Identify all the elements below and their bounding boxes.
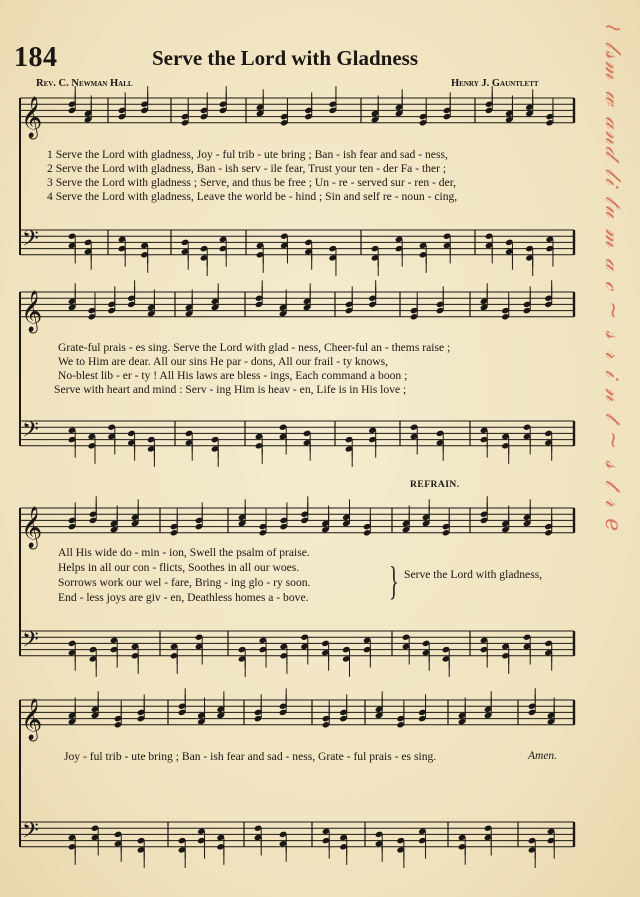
verse-2-line-3: Helps in all our con - flicts, Soothes in all our woes. bbox=[58, 561, 300, 574]
refrain-label: REFRAIN. bbox=[410, 480, 460, 490]
treble-clef: 𝄞 bbox=[21, 506, 43, 548]
verse-1-line-1: 1 Serve the Lord with gladness, Joy - ful trib - ute bring ; Ban - ish fear and sad - ness, bbox=[47, 148, 448, 161]
refrain-line-2: Joy - ful trib - ute bring ; Ban - ish fear and sad - ness, Grate - ful prais - es sing. bbox=[64, 750, 437, 763]
treble-clef: 𝄞 bbox=[21, 290, 43, 332]
handwritten-margin-note: ≀ 𝓁𝓈𝓂 𝓌 𝒶𝓃𝒹 𝓁𝒾 𝓉𝓊 𝓂 𝒶 𝒸 ~ 𝓈 𝓇 𝒾 𝓃 𝓉 ~ 𝓈 𝓉 𝓇 𝑒 bbox=[600, 22, 625, 534]
clefs bbox=[21, 96, 42, 849]
hymn-number: 184 bbox=[14, 42, 58, 73]
staff-lines bbox=[20, 98, 574, 847]
verse-3-line-3: Sorrows work our wel - fare, Bring - ing glo - ry soon. bbox=[58, 576, 311, 589]
bass-clef: 𝄢 bbox=[22, 818, 39, 849]
verse-3-line-2: No-blest lib - er - ty ! All His laws are bless - ings, Each command a boon ; bbox=[58, 369, 408, 382]
verse-brace: } bbox=[389, 558, 399, 603]
verse-4-line-2: Serve with heart and mind : Serv - ing Him is heav - en, Life is in His love ; bbox=[54, 383, 407, 396]
verse-2-line-2: We to Him are dear. All our sins He par - dons, All our frail - ty knows, bbox=[58, 355, 389, 368]
bass-clef: 𝄢 bbox=[22, 627, 39, 658]
treble-clef: 𝄞 bbox=[21, 698, 43, 740]
bass-clef: 𝄢 bbox=[22, 226, 39, 257]
verse-1-line-2: Grate-ful prais - es sing. Serve the Lord with glad - ness, Cheer-ful an - thems raise ; bbox=[58, 341, 451, 354]
verse-1-line-3: All His wide do - min - ion, Swell the psalm of praise. bbox=[58, 546, 310, 559]
amen-text: Amen. bbox=[528, 750, 558, 762]
hymn-author: Rev. C. Newman Hall bbox=[36, 78, 133, 89]
verse-3-line-1: 3 Serve the Lord with gladness ; Serve, and thus be free ; Un - re - served sur - ren - der, bbox=[47, 176, 457, 189]
verse-4-line-1: 4 Serve the Lord with gladness, Leave the world be - hind ; Sin and self re - noun - cing, bbox=[47, 190, 458, 203]
bass-clef: 𝄢 bbox=[22, 417, 39, 448]
refrain-text: Serve the Lord with gladness, bbox=[404, 568, 543, 581]
verse-4-line-3: End - less joys are giv - en, Deathless homes a - bove. bbox=[58, 591, 309, 604]
treble-clef: 𝄞 bbox=[21, 96, 43, 138]
verse-2-line-1: 2 Serve the Lord with gladness, Ban - ish serv - ile fear, Trust your ten - der Fa - ther ; bbox=[47, 162, 447, 175]
note-heads bbox=[68, 101, 556, 854]
hymn-title: Serve the Lord with Gladness bbox=[152, 46, 419, 70]
hymn-composer: Henry J. Gauntlett bbox=[451, 78, 539, 89]
